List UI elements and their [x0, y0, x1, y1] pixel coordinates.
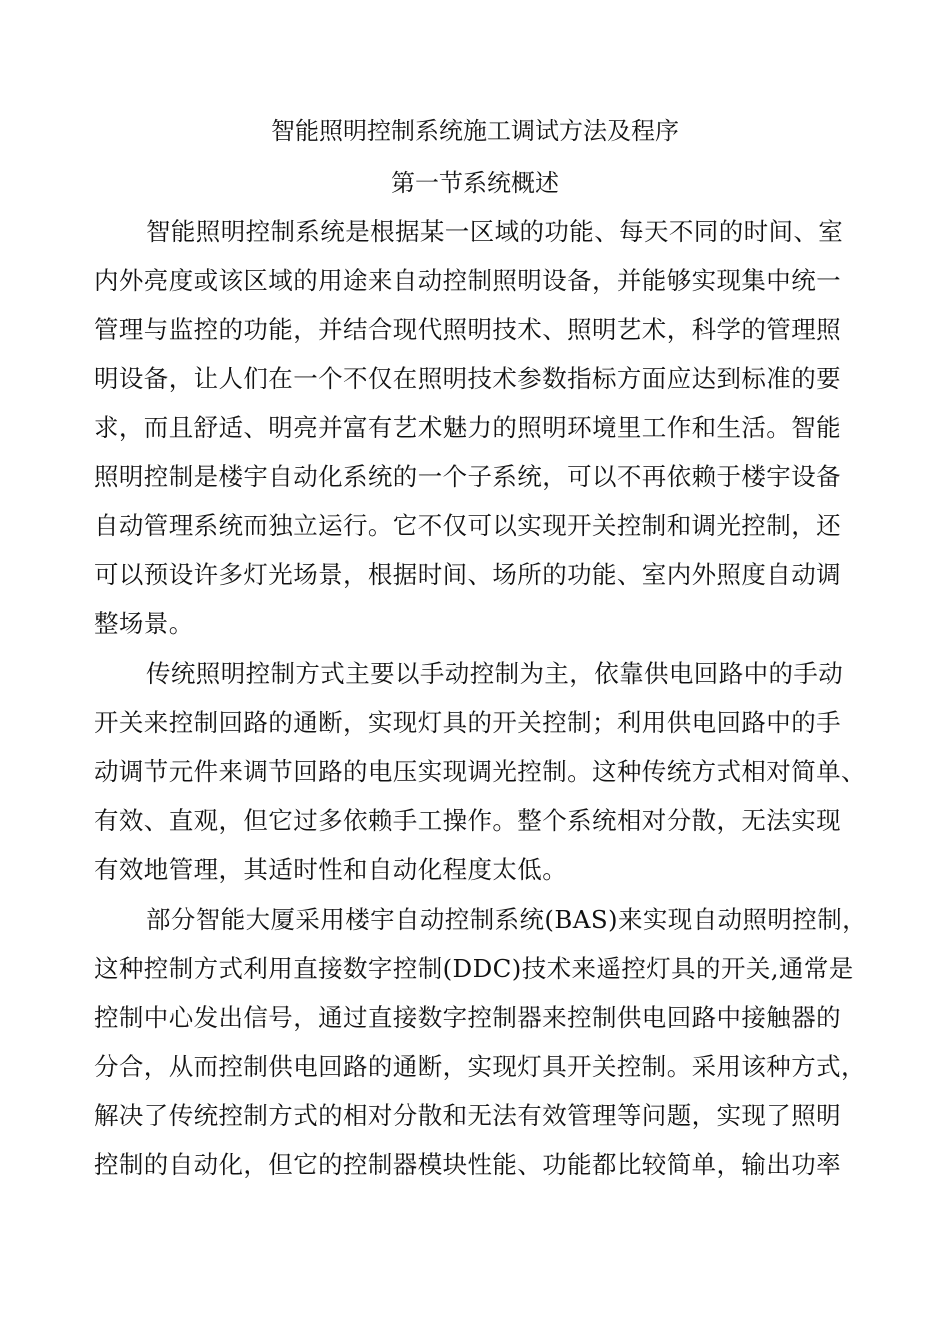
paragraph-line: 内外亮度或该区域的用途来自动控制照明设备，并能够实现集中统一 [94, 266, 841, 295]
paragraph-line: 有效、直观，但它过多依赖手工操作。整个系统相对分散，无法实现 [94, 806, 841, 835]
paragraph-line: 整场景。 [94, 609, 194, 638]
paragraph-line: 明设备，让人们在一个不仅在照明技术参数指标方面应达到标准的要 [94, 364, 841, 393]
paragraph-line: 可以预设许多灯光场景，根据时间、场所的功能、室内外照度自动调 [94, 560, 841, 589]
paragraph-line: 传统照明控制方式主要以手动控制为主，依靠供电回路中的手动 [146, 659, 844, 688]
paragraph-line: 照明控制是楼宇自动化系统的一个子系统，可以不再依赖于楼宇设备 [94, 462, 841, 491]
paragraph-line: 控制的自动化，但它的控制器模块性能、功能都比较简单，输出功率 [94, 1150, 841, 1179]
paragraph-line: 开关来控制回路的通断，实现灯具的开关控制；利用供电回路中的手 [94, 708, 841, 737]
paragraph-line: 这种控制方式利用直接数字控制(DDC)技术来遥控灯具的开关,通常是 [94, 954, 854, 983]
paragraph-line: 有效地管理，其适时性和自动化程度太低。 [94, 855, 568, 884]
paragraph-line: 智能照明控制系统是根据某一区域的功能、每天不同的时间、室 [146, 217, 844, 246]
paragraph-line: 分合，从而控制供电回路的通断，实现灯具开关控制。采用该种方式， [94, 1052, 866, 1081]
paragraph-line: 管理与监控的功能，并结合现代照明技术、照明艺术，科学的管理照 [94, 315, 841, 344]
document-title: 智能照明控制系统施工调试方法及程序 [271, 117, 679, 145]
paragraph-line: 部分智能大厦采用楼宇自动控制系统(BAS)来实现自动照明控制， [146, 905, 867, 934]
section-title: 第一节系统概述 [391, 169, 559, 197]
paragraph-line: 控制中心发出信号，通过直接数字控制器来控制供电回路中接触器的 [94, 1003, 841, 1032]
paragraph-line: 自动管理系统而独立运行。它不仅可以实现开关控制和调光控制，还 [94, 511, 841, 540]
paragraph-line: 动调节元件来调节回路的电压实现调光控制。这种传统方式相对简单、 [94, 757, 866, 786]
paragraph-line: 解决了传统控制方式的相对分散和无法有效管理等问题，实现了照明 [94, 1101, 841, 1130]
paragraph-line: 求，而且舒适、明亮并富有艺术魅力的照明环境里工作和生活。智能 [94, 413, 841, 442]
